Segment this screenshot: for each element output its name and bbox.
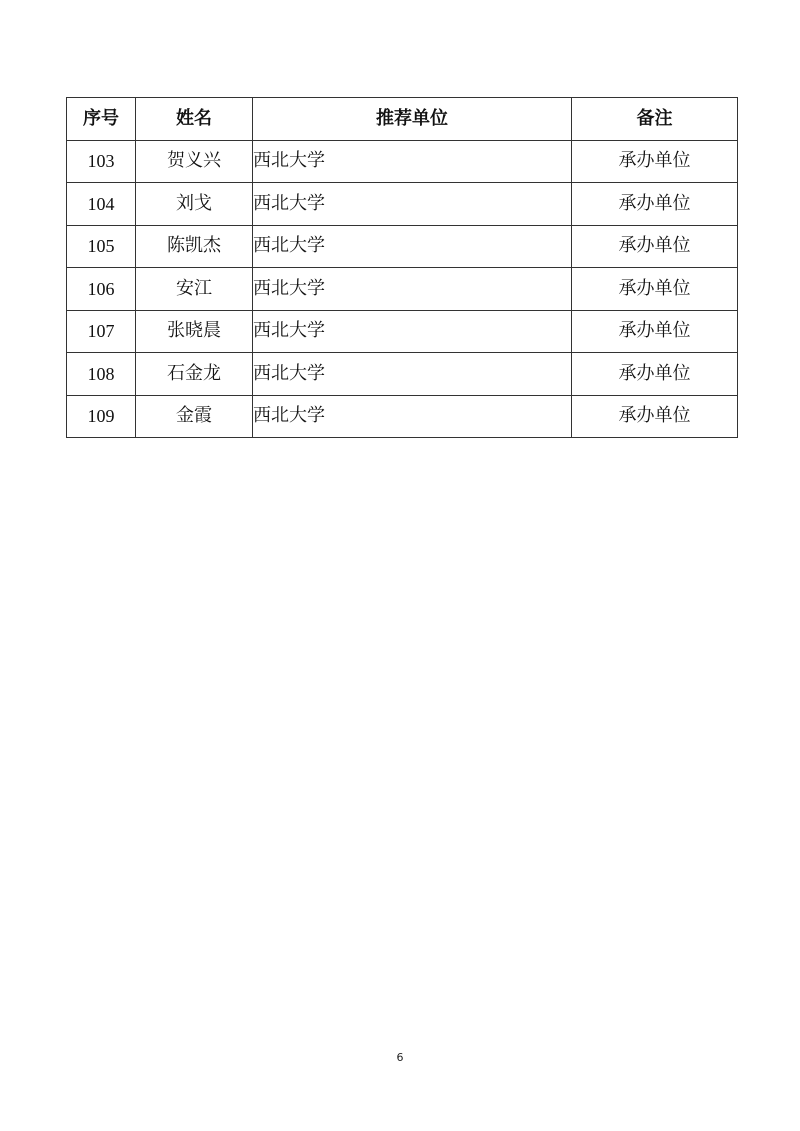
cell-serial-number: 107 <box>67 310 136 353</box>
table-row <box>67 268 738 311</box>
cell-recommending-unit: 西北大学 <box>253 183 572 226</box>
cell-name: 陈凯杰 <box>136 225 253 268</box>
cell-recommending-unit: 西北大学 <box>253 310 572 353</box>
table-row <box>67 225 738 268</box>
cell-name: 金霞 <box>136 395 253 438</box>
cell-name: 安江 <box>136 268 253 311</box>
cell-name: 刘戈 <box>136 183 253 226</box>
cell-remarks: 承办单位 <box>572 140 738 183</box>
table-row <box>67 353 738 396</box>
cell-name: 石金龙 <box>136 353 253 396</box>
header-serial-number: 序号 <box>67 98 136 141</box>
cell-serial-number: 105 <box>67 225 136 268</box>
cell-remarks: 承办单位 <box>572 268 738 311</box>
cell-serial-number: 108 <box>67 353 136 396</box>
cell-recommending-unit: 西北大学 <box>253 353 572 396</box>
roster-table <box>66 97 738 438</box>
cell-remarks: 承办单位 <box>572 310 738 353</box>
cell-name: 贺义兴 <box>136 140 253 183</box>
cell-recommending-unit: 西北大学 <box>253 140 572 183</box>
cell-recommending-unit: 西北大学 <box>253 395 572 438</box>
cell-recommending-unit: 西北大学 <box>253 225 572 268</box>
table-row <box>67 395 738 438</box>
cell-serial-number: 106 <box>67 268 136 311</box>
page-number: 6 <box>396 1051 404 1064</box>
cell-serial-number: 103 <box>67 140 136 183</box>
cell-remarks: 承办单位 <box>572 183 738 226</box>
cell-remarks: 承办单位 <box>572 353 738 396</box>
cell-serial-number: 104 <box>67 183 136 226</box>
table-row <box>67 310 738 353</box>
header-remarks: 备注 <box>572 98 738 141</box>
table-row <box>67 183 738 226</box>
cell-name: 张晓晨 <box>136 310 253 353</box>
table-row <box>67 140 738 183</box>
header-recommending-unit: 推荐单位 <box>253 98 572 141</box>
cell-serial-number: 109 <box>67 395 136 438</box>
cell-recommending-unit: 西北大学 <box>253 268 572 311</box>
header-name: 姓名 <box>136 98 253 141</box>
table-header-row <box>67 98 738 141</box>
cell-remarks: 承办单位 <box>572 225 738 268</box>
cell-remarks: 承办单位 <box>572 395 738 438</box>
